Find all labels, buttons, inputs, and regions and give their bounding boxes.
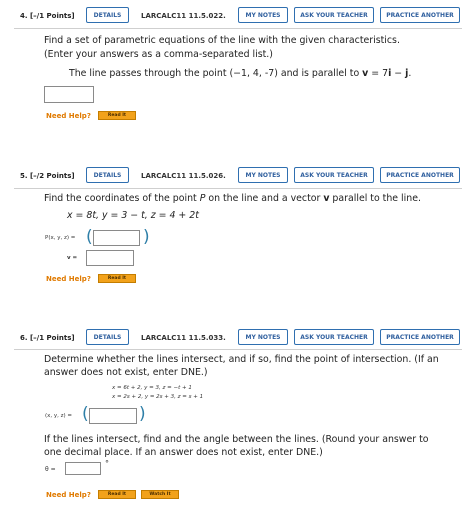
question-5-code: LARCALC11 11.5.026. (141, 172, 226, 180)
ask-teacher-button[interactable]: ASK YOUR TEACHER (294, 7, 374, 23)
watch-it-button[interactable]: Watch It (141, 490, 179, 499)
question-6-line-2: answer does not exist, enter DNE.) (44, 367, 208, 378)
question-4-divider (14, 28, 462, 29)
question-5-line-1 (44, 192, 421, 205)
left-paren: ( (82, 404, 89, 424)
line-1-equation: x = 6t + 2, y = 3, z = −t + 1 (112, 385, 192, 391)
theta-label: θ = (45, 466, 56, 473)
need-help-label: Need Help? (46, 112, 91, 120)
line-3-text: The line passes through the point (−1, 4, -7) and is parallel to (69, 68, 363, 79)
need-help-label: Need Help? (46, 275, 91, 283)
line-1-text: Find the coordinates of the point (44, 193, 200, 204)
practice-another-button[interactable]: PRACTICE ANOTHER (380, 7, 460, 23)
point-p: P (199, 193, 206, 204)
details-button[interactable]: DETAILS (86, 329, 129, 345)
read-it-button[interactable]: Read It (98, 490, 136, 499)
question-6-line-1: Determine whether the lines intersect, and if so, find the point of intersection. (If an (44, 354, 439, 365)
read-it-button[interactable]: Read It (98, 274, 136, 283)
read-it-button[interactable]: Read It (98, 111, 136, 120)
question-5-divider (14, 188, 462, 189)
details-button[interactable]: DETAILS (86, 7, 129, 23)
question-6-line-3: If the lines intersect, find and the angle between the lines. (Round your answer to (44, 434, 429, 445)
angle-input[interactable] (65, 462, 101, 475)
line-3-eq: = 7 (368, 68, 389, 79)
intersection-input[interactable] (89, 408, 137, 424)
my-notes-button[interactable]: MY NOTES (238, 167, 288, 183)
question-5-equation: x = 8t, y = 3 − t, z = 4 + 2t (67, 210, 199, 221)
line-1-end: parallel to the line. (329, 193, 421, 204)
line-1-mid: on the line and a vector (205, 193, 324, 204)
question-4-number: 4. [–/1 Points] (20, 12, 75, 20)
degree-symbol: ° (105, 459, 109, 468)
left-paren: ( (86, 227, 93, 247)
question-6-line-4: one decimal place. If an answer does not exist, enter DNE.) (44, 447, 323, 458)
line-3-period: . (408, 68, 412, 79)
practice-another-button[interactable]: PRACTICE ANOTHER (380, 167, 460, 183)
question-6-code: LARCALC11 11.5.033. (141, 334, 226, 342)
question-5-number: 5. [–/2 Points] (20, 172, 75, 180)
ask-teacher-button[interactable]: ASK YOUR TEACHER (294, 329, 374, 345)
need-help-label: Need Help? (46, 491, 91, 499)
question-6-header (0, 325, 474, 351)
point-p-label: P(x, y, z) = (45, 235, 76, 241)
vector-v-input[interactable] (86, 250, 134, 266)
question-6-divider (14, 349, 462, 350)
question-4-line-1: Find a set of parametric equations of the line with the given characteristics. (44, 35, 400, 46)
intersection-label: (x, y, z) = (45, 413, 73, 419)
question-6-number: 6. [–/1 Points] (20, 334, 75, 342)
question-5-header (0, 163, 474, 189)
question-4-answer-input[interactable] (44, 86, 94, 103)
question-4-line-3 (69, 67, 411, 80)
practice-another-button[interactable]: PRACTICE ANOTHER (380, 329, 460, 345)
right-paren: ) (139, 404, 146, 424)
question-4-code: LARCALC11 11.5.022. (141, 12, 226, 20)
vector-v: v (362, 68, 369, 79)
vector-v: v (323, 193, 330, 204)
my-notes-button[interactable]: MY NOTES (238, 7, 288, 23)
vector-v-label: v = (67, 255, 78, 261)
question-4-header (0, 3, 474, 29)
line-3-minus: − (391, 68, 406, 79)
point-p-input[interactable] (93, 230, 140, 246)
question-4-line-2: (Enter your answers as a comma-separated list.) (44, 49, 273, 60)
line-2-equation: x = 2s + 2, y = 2s + 3, z = s + 1 (112, 394, 204, 400)
unit-i: i (388, 68, 392, 79)
unit-j: j (405, 68, 409, 79)
ask-teacher-button[interactable]: ASK YOUR TEACHER (294, 167, 374, 183)
details-button[interactable]: DETAILS (86, 167, 129, 183)
right-paren: ) (143, 227, 150, 247)
my-notes-button[interactable]: MY NOTES (238, 329, 288, 345)
